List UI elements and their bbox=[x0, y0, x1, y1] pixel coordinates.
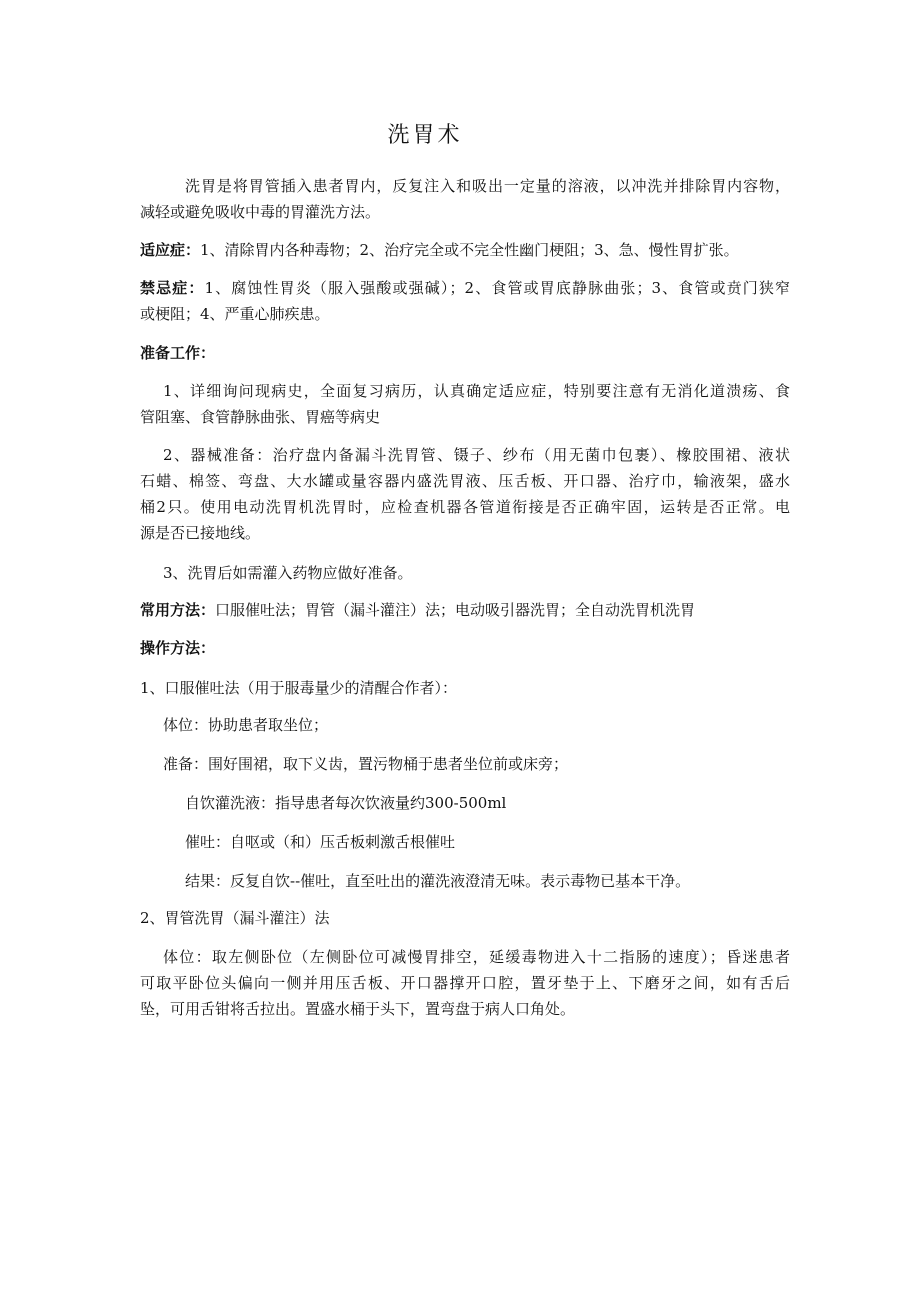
tube-line-1: 体位：取左侧卧位（左侧卧位可减慢胃排空，延缓毒物进入十二指肠的速度）；昏迷患者 bbox=[163, 948, 790, 966]
oral-result: 结果：反复自饮--催吐，直至吐出的灌洗液澄清无味。表示毒物已基本干净。 bbox=[185, 872, 691, 890]
indications-paragraph bbox=[140, 238, 790, 262]
methods-label: 常用方法： bbox=[140, 601, 216, 619]
page-title: 洗胃术 bbox=[387, 123, 463, 148]
prep-item2-line-4: 源是否已接地线。 bbox=[140, 524, 261, 542]
prep-item1-line-1: 1、详细询问现病史，全面复习病历，认真确定适应症，特别要注意有无消化道溃疡、食 bbox=[163, 382, 790, 400]
indications-label: 适应症： bbox=[140, 241, 201, 259]
oral-vomit: 催吐：自呕或（和）压舌板刺激舌根催吐 bbox=[185, 833, 456, 851]
methods-paragraph bbox=[140, 598, 790, 622]
prep-item3: 3、洗胃后如需灌入药物应做好准备。 bbox=[163, 564, 413, 582]
oral-drink: 自饮灌洗液：指导患者每次饮液量约300-500ml bbox=[185, 794, 507, 812]
operation-heading: 操作方法： bbox=[140, 639, 216, 657]
oral-method-title: 1、口服催吐法（用于服毒量少的清醒合作者）： bbox=[140, 679, 458, 697]
contraindications-line-2: 或梗阻；4、严重心肺疾患。 bbox=[140, 305, 330, 323]
contraindications-line-1 bbox=[140, 276, 790, 300]
intro-line-1: 洗胃是将胃管插入患者胃内，反复注入和吸出一定量的溶液，以冲洗并排除胃内容物， bbox=[185, 177, 790, 195]
oral-prep: 准备：围好围裙，取下义齿，置污物桶于患者坐位前或床旁； bbox=[163, 755, 569, 773]
tube-method-title: 2、胃管洗胃（漏斗灌注）法 bbox=[140, 909, 330, 927]
preparation-heading: 准备工作： bbox=[140, 344, 216, 362]
tube-line-2: 可取平卧位头偏向一侧并用压舌板、开口器撑开口腔，置牙垫于上、下磨牙之间，如有舌后 bbox=[140, 974, 790, 992]
intro-line-2: 减轻或避免吸收中毒的胃灌洗方法。 bbox=[140, 203, 381, 221]
prep-item2-line-3: 桶2只。使用电动洗胃机洗胃时，应检查机器各管道衔接是否正确牢固，运转是否正常。电 bbox=[140, 498, 790, 516]
oral-position: 体位：协助患者取坐位； bbox=[163, 716, 329, 734]
contraindications-label: 禁忌症： bbox=[140, 279, 205, 297]
methods-text: 口服催吐法；胃管（漏斗灌注）法；电动吸引器洗胃；全自动洗胃机洗胃 bbox=[215, 601, 696, 619]
prep-item2-line-2: 石蜡、棉签、弯盘、大水罐或量容器内盛洗胃液、压舌板、开口器、治疗巾，输液架，盛水 bbox=[140, 472, 790, 490]
tube-line-3: 坠，可用舌钳将舌拉出。置盛水桶于头下，置弯盘于病人口角处。 bbox=[140, 1000, 576, 1018]
contraindications-text-1: 1、腐蚀性胃炎（服入强酸或强碱）；2、食管或胃底静脉曲张；3、食管或贲门狭窄 bbox=[204, 279, 790, 297]
indications-text: 1、清除胃内各种毒物；2、治疗完全或不完全性幽门梗阻；3、急、慢性胃扩张。 bbox=[200, 241, 739, 259]
prep-item2-line-1: 2、器械准备：治疗盘内备漏斗洗胃管、镊子、纱布（用无菌巾包裹）、橡胶围裙、液状 bbox=[163, 446, 790, 464]
prep-item1-line-2: 管阻塞、食管静脉曲张、胃癌等病史 bbox=[140, 408, 381, 426]
